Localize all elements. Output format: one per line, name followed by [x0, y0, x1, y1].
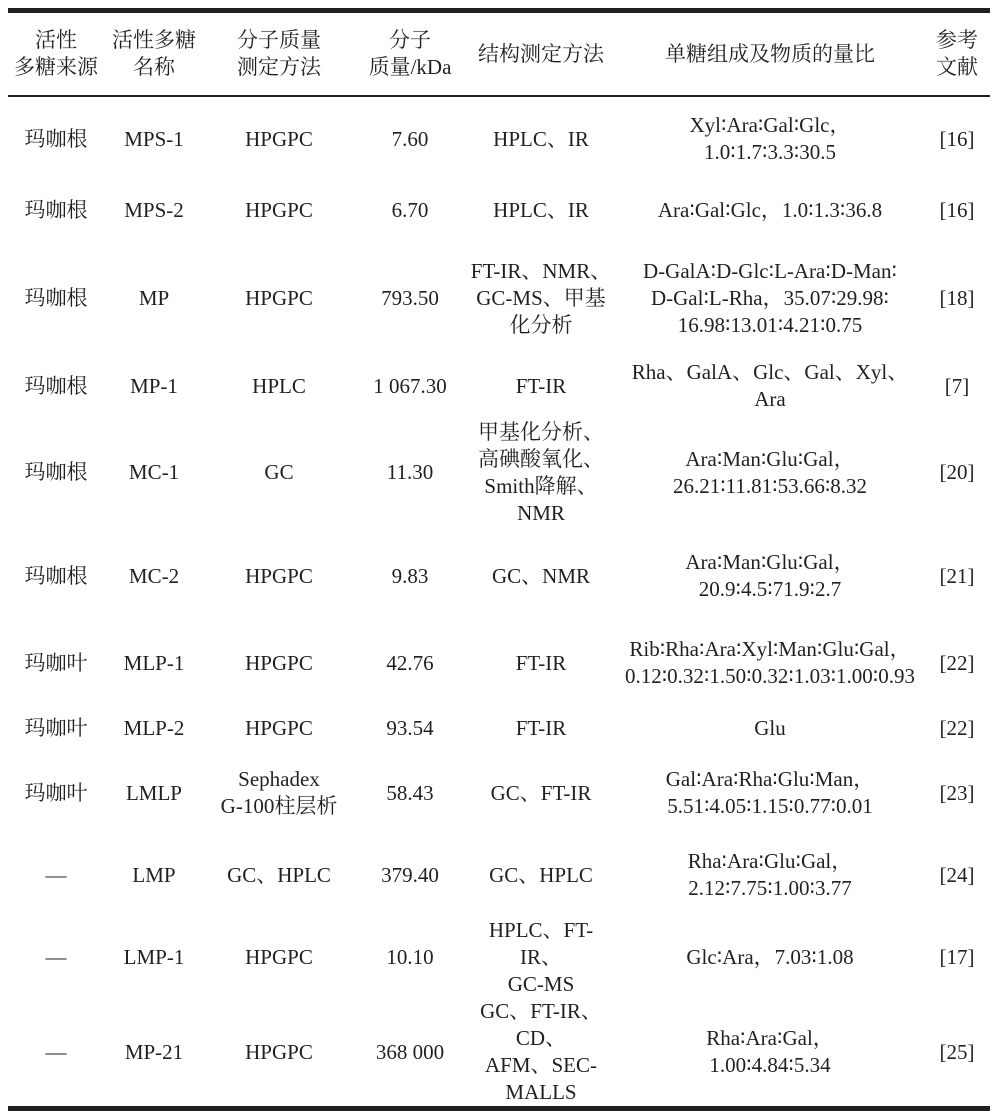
- header-reference: 参考 文献: [936, 28, 978, 79]
- cell-monosaccharide: Rha∶Ara∶Gal， 1.00∶4.84∶5.34: [706, 1026, 834, 1077]
- cell-monosaccharide: Gal∶Ara∶Rha∶Glu∶Man， 5.51∶4.05∶1.15∶0.77∶0.01: [665, 767, 875, 818]
- cell-mass-method: HPGPC: [245, 715, 313, 740]
- cell-reference: [22]: [939, 715, 975, 740]
- table-row: [8, 97, 990, 181]
- cell-reference: [22]: [939, 650, 975, 675]
- polysaccharide-table-body: [8, 97, 990, 1106]
- table-row: [8, 530, 990, 622]
- cell-mass-method: HPLC: [252, 373, 306, 398]
- cell-name: MP: [138, 285, 170, 310]
- cell-mass-method: GC: [264, 460, 294, 484]
- cell-reference: [7]: [944, 373, 970, 398]
- cell-name: MPS-2: [124, 197, 184, 222]
- header-mass-method: 分子质量 测定方法: [237, 28, 321, 79]
- cell-source: 玛咖叶: [24, 780, 88, 805]
- cell-structure-method: GC、FT-IR: [490, 780, 592, 805]
- cell-monosaccharide: D-GalA∶D-Glc∶L-Ara∶D-Man∶ D-Gal∶L-Rha，35.07∶29.98∶ 16.98∶13.01∶4.21∶0.75: [643, 258, 897, 337]
- polysaccharide-table-container: [8, 8, 990, 1111]
- header-structure-method: 结构测定方法: [478, 41, 604, 66]
- cell-mass: 93.54: [386, 715, 434, 740]
- cell-structure-method: HPLC、IR: [493, 126, 589, 151]
- header-mass: 分子 质量/kDa: [368, 28, 452, 79]
- table-row: [8, 415, 990, 530]
- cell-source: 玛咖根: [24, 197, 88, 222]
- cell-source: 玛咖根: [24, 126, 88, 151]
- table-row: [8, 622, 990, 704]
- cell-mass-method: GC、HPLC: [227, 862, 331, 887]
- cell-reference: [23]: [939, 780, 975, 805]
- cell-reference: [16]: [939, 197, 975, 222]
- cell-source: —: [45, 862, 67, 887]
- cell-mass: 793.50: [381, 285, 439, 310]
- cell-monosaccharide: Glu: [754, 715, 786, 740]
- cell-structure-method: GC、NMR: [491, 563, 591, 588]
- cell-structure-method: GC、HPLC: [489, 862, 593, 887]
- cell-mass: 7.60: [391, 126, 429, 151]
- table-bottom-rule: [8, 1106, 990, 1111]
- header-source: 活性 多糖来源: [14, 28, 98, 79]
- header-name: 活性多糖 名称: [112, 28, 196, 79]
- cell-name: MLP-2: [123, 715, 185, 740]
- cell-source: 玛咖根: [24, 563, 88, 588]
- cell-mass-method: HPGPC: [245, 944, 313, 969]
- cell-source: 玛咖根: [24, 460, 88, 484]
- cell-structure-method: FT-IR: [515, 715, 567, 740]
- cell-monosaccharide: Glc∶Ara，7.03∶1.08: [686, 944, 854, 969]
- table-row: [8, 834, 990, 916]
- cell-name: MC-2: [128, 563, 180, 588]
- cell-monosaccharide: Rib∶Rha∶Ara∶Xyl∶Man∶Glu∶Gal， 0.12∶0.32∶1.50∶0.32∶1.03∶1.00∶0.93: [624, 637, 916, 688]
- cell-mass-method: HPGPC: [245, 650, 313, 675]
- cell-source: 玛咖根: [24, 373, 88, 398]
- cell-source: 玛咖叶: [24, 715, 88, 740]
- cell-name: MLP-1: [123, 650, 185, 675]
- table-row: [8, 181, 990, 239]
- cell-mass-method: HPGPC: [245, 197, 313, 222]
- table-row: [8, 998, 990, 1106]
- cell-reference: [20]: [939, 460, 975, 484]
- cell-monosaccharide: Xyl∶Ara∶Gal∶Glc， 1.0∶1.7∶3.3∶30.5: [689, 113, 851, 164]
- cell-mass-method: HPGPC: [245, 126, 313, 151]
- cell-name: LMLP: [125, 780, 182, 805]
- table-row: [8, 239, 990, 357]
- cell-mass-method: HPGPC: [245, 563, 313, 588]
- table-row: [8, 357, 990, 415]
- cell-structure-method: FT-IR、NMR、 GC-MS、甲基化分析: [470, 258, 612, 337]
- cell-source: —: [45, 944, 67, 969]
- cell-source: —: [45, 1039, 67, 1064]
- cell-structure-method: FT-IR: [515, 373, 567, 398]
- table-header: [8, 13, 990, 95]
- header-monosaccharide: 单糖组成及物质的量比: [665, 41, 875, 66]
- cell-name: LMP: [132, 862, 176, 887]
- cell-reference: [18]: [939, 285, 975, 310]
- cell-name: LMP-1: [123, 944, 185, 969]
- cell-structure-method: HPLC、IR: [493, 197, 589, 222]
- cell-mass: 10.10: [386, 944, 434, 969]
- cell-mass: 11.30: [386, 460, 434, 484]
- cell-mass: 58.43: [386, 780, 434, 805]
- cell-monosaccharide: Rha∶Ara∶Glu∶Gal， 2.12∶7.75∶1.00∶3.77: [687, 849, 853, 900]
- cell-mass: 9.83: [391, 563, 429, 588]
- cell-name: MP-1: [130, 373, 178, 398]
- cell-mass: 379.40: [381, 862, 439, 887]
- cell-mass: 6.70: [391, 197, 429, 222]
- cell-mass-method: HPGPC: [245, 1039, 313, 1064]
- cell-structure-method: GC、FT-IR、CD、 AFM、SEC-MALLS: [480, 999, 602, 1104]
- polysaccharide-table: [8, 13, 990, 95]
- cell-monosaccharide: Rha、GalA、Glc、Gal、Xyl、Ara: [631, 360, 909, 411]
- cell-reference: [21]: [939, 563, 975, 588]
- cell-name: MC-1: [128, 460, 180, 484]
- cell-structure-method: 甲基化分析、 高碘酸氧化、 Smith降解、NMR: [478, 419, 604, 525]
- cell-monosaccharide: Ara∶Man∶Glu∶Gal， 20.9∶4.5∶71.9∶2.7: [685, 550, 855, 601]
- cell-mass: 42.76: [386, 650, 434, 675]
- cell-source: 玛咖叶: [24, 650, 88, 675]
- table-row: [8, 916, 990, 998]
- table-row: [8, 752, 990, 834]
- cell-name: MP-21: [124, 1039, 184, 1064]
- cell-mass-method: HPGPC: [245, 285, 313, 310]
- cell-monosaccharide: Ara∶Man∶Glu∶Gal， 26.21∶11.81∶53.66∶8.32: [672, 446, 868, 498]
- cell-reference: [24]: [939, 862, 975, 887]
- cell-reference: [16]: [939, 126, 975, 151]
- table-body: [8, 97, 990, 1106]
- cell-structure-method: FT-IR: [515, 650, 567, 675]
- cell-structure-method: HPLC、FT-IR、 GC-MS: [488, 917, 594, 996]
- cell-reference: [25]: [939, 1039, 975, 1064]
- cell-monosaccharide: Ara∶Gal∶Glc，1.0∶1.3∶36.8: [657, 197, 883, 222]
- cell-mass-method: Sephadex G-100柱层析: [220, 767, 338, 818]
- table-row: [8, 704, 990, 752]
- cell-source: 玛咖根: [24, 285, 88, 310]
- cell-name: MPS-1: [124, 126, 184, 151]
- cell-mass: 1 067.30: [373, 373, 447, 398]
- cell-mass: 368 000: [375, 1039, 445, 1064]
- cell-reference: [17]: [939, 944, 975, 969]
